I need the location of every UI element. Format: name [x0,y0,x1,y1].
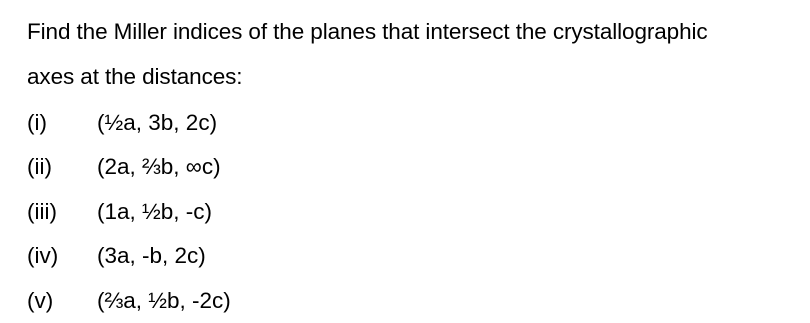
item-intercepts: (1a, ½b, -c) [97,199,213,224]
question-text-line-1: Find the Miller indices of the planes that intersect the crystallographic [27,19,708,44]
item-intercepts: (2a, ⅔b, ∞c) [97,154,221,179]
item-intercepts: (⅔a, ½b, -2c) [97,288,231,313]
item-intercepts: (½a, 3b, 2c) [97,110,218,135]
item-label: (i) [27,110,47,135]
item-label: (v) [27,288,54,313]
item-label: (iii) [27,199,57,224]
item-label: (ii) [27,154,52,179]
item-intercepts: (3a, -b, 2c) [97,243,206,268]
question-text-line-2: axes at the distances: [27,64,243,89]
item-label: (iv) [27,243,59,268]
